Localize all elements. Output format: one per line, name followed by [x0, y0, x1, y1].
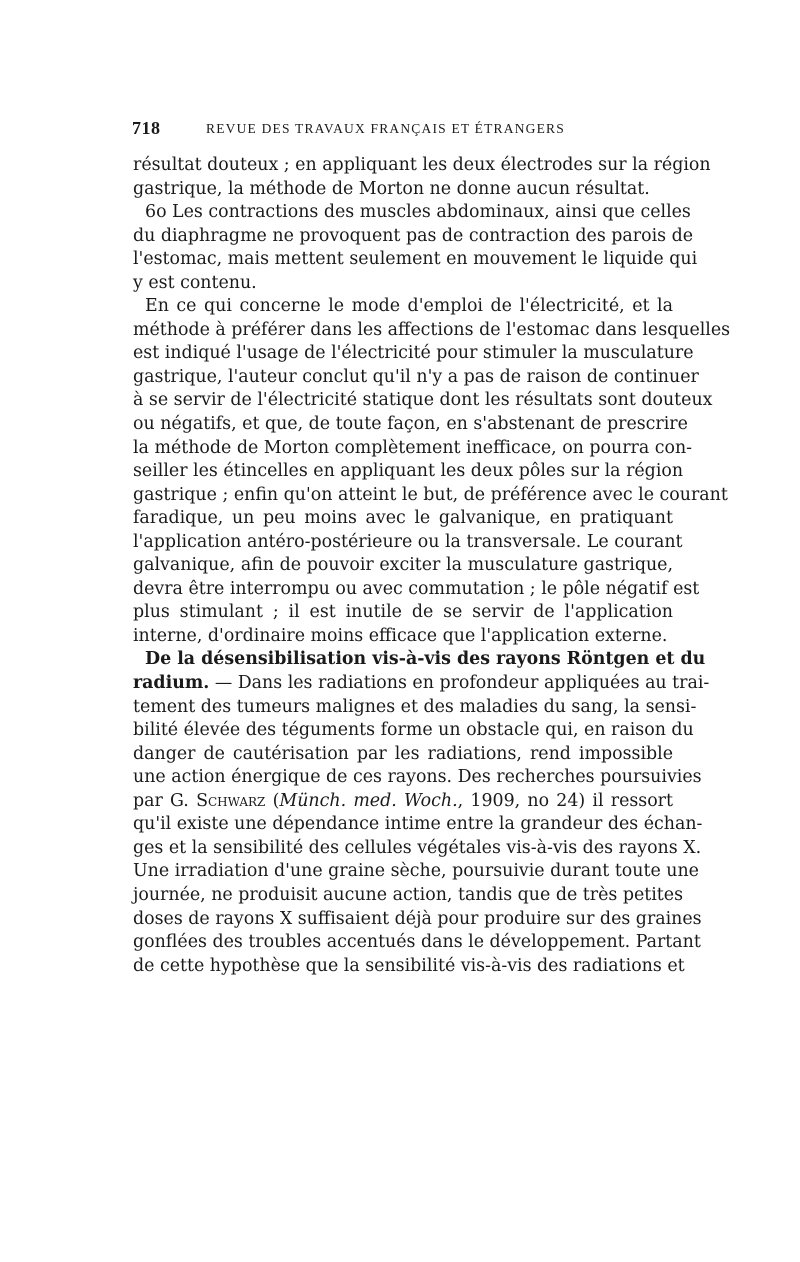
text-line: la méthode de Morton complètement inefficace, on pourra con- [133, 437, 693, 458]
journal-citation: Münch. med. Woch. [279, 790, 458, 811]
text-line: devra être interrompu ou avec commutation ; le pôle négatif est [133, 578, 700, 599]
text-line: l'application antéro-postérieure ou la transversale. Le courant [133, 531, 683, 552]
text-line: galvanique, afin de pouvoir exciter la musculature gastrique, [133, 555, 673, 576]
text-line: ou négatifs, et que, de toute façon, en s'abstenant de prescrire [133, 414, 688, 435]
text-line: doses de rayons X suffisaient déjà pour produire sur des graines [133, 908, 702, 929]
section-heading-end: radium. [133, 673, 210, 694]
text-line [133, 672, 710, 696]
text-line: une action énergique de ces rayons. Des recherches poursuivies [133, 767, 702, 788]
text-line: plus stimulant ; il est inutile de se servir de l'application [133, 602, 673, 623]
text-line: gastrique ; enfin qu'on atteint le but, de préférence avec le courant [133, 484, 728, 505]
text-line: l'estomac, mais mettent seulement en mouvement le liquide qui [133, 249, 698, 270]
text-span: par G. [133, 790, 197, 811]
text-line: tement des tumeurs malignes et des maladies du sang, la sensi- [133, 696, 697, 717]
text-line: bilité élevée des téguments forme un obstacle qui, en raison du [133, 720, 694, 741]
text-line: journée, ne produisit aucune action, tandis que de très petites [133, 884, 683, 905]
text-line: seiller les étincelles en appliquant les deux pôles sur la région [133, 461, 684, 482]
text-line: gastrique, la méthode de Morton ne donne aucun résultat. [133, 178, 650, 199]
text-line: gonflées des troubles accentués dans le développement. Partant [133, 932, 701, 953]
text-line: ges et la sensibilité des cellules végétales vis-à-vis des rayons X. [133, 837, 702, 858]
text-line: de cette hypothèse que la sensibilité vis-à-vis des radiations et [133, 955, 685, 976]
text-line: Une irradiation d'une graine sèche, poursuivie durant toute une [133, 861, 699, 882]
section-heading-line [133, 648, 706, 672]
text-span: — Dans les radiations en profondeur appliquées au trai- [209, 673, 710, 694]
author-name: Schwarz [196, 790, 266, 811]
text-line: interne, d'ordinaire moins efficace que l'application externe. [133, 625, 668, 646]
page-number: 718 [132, 118, 161, 138]
text-line: du diaphragme ne provoquent pas de contraction des parois de [133, 225, 694, 246]
body-text [133, 154, 731, 978]
text-span: , 1909, no 24) il ressort [457, 790, 673, 811]
text-line: gastrique, l'auteur conclut qu'il n'y a pas de raison de continuer [133, 366, 699, 387]
text-line: à se servir de l'électricité statique dont les résultats sont douteux [133, 390, 713, 411]
text-line: résultat douteux ; en appliquant les deux électrodes sur la région [133, 155, 711, 175]
text-span: ( [265, 790, 280, 811]
section-heading: De la désensibilisation vis-à-vis des rayons Röntgen et du [145, 649, 706, 670]
text-line: qu'il existe une dépendance intime entre la grandeur des échan- [133, 814, 703, 835]
text-line: danger de cautérisation par les radiations, rend impossible [133, 743, 673, 764]
text-line: est indiqué l'usage de l'électricité pour stimuler la musculature [133, 343, 694, 364]
text-line: y est contenu. [133, 272, 257, 293]
text-line: méthode à préférer dans les affections de l'estomac dans lesquelles [133, 319, 731, 340]
page-header [132, 118, 672, 140]
text-line: faradique, un peu moins avec le galvanique, en pratiquant [133, 508, 673, 529]
text-line [133, 790, 673, 814]
text-line: En ce qui concerne le mode d'emploi de l'électricité, et la [145, 296, 673, 317]
text-line: 6o Les contractions des muscles abdominaux, ainsi que celles [145, 202, 691, 223]
running-head: REVUE DES TRAVAUX FRANÇAIS ET ÉTRANGERS [206, 121, 565, 136]
